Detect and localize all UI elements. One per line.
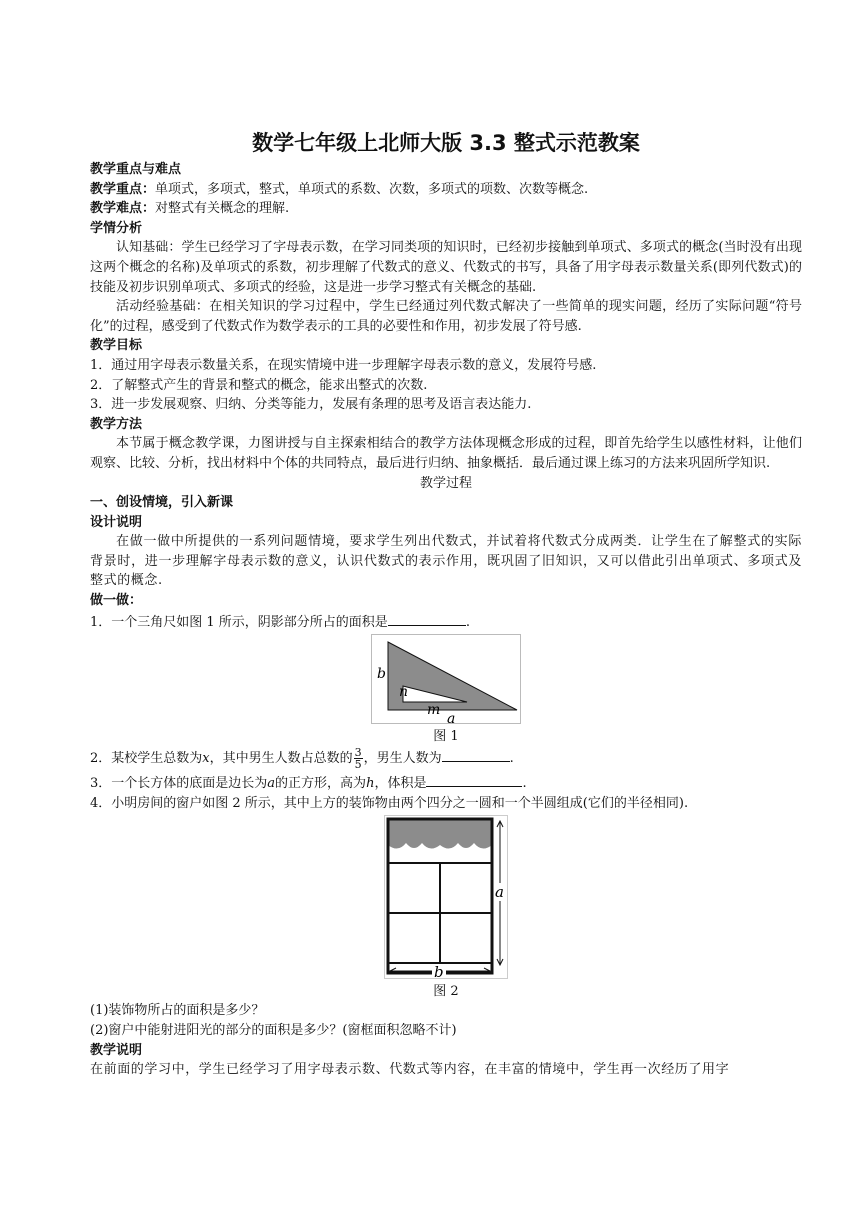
sub-question-1: (1)装饰物所占的面积是多少？ <box>90 1003 265 1019</box>
heading-process: 教学过程 <box>419 475 472 491</box>
figure-2 <box>90 815 802 983</box>
answer-blank <box>388 611 466 626</box>
figure-1 <box>90 634 802 728</box>
question-2-text-c: ，男生人数为 <box>363 751 442 767</box>
label-m: m <box>427 702 441 719</box>
document-page <box>90 128 802 1080</box>
do-it-label: 做一做： <box>90 593 143 609</box>
label-a: a <box>495 883 504 902</box>
triangle-ruler-figure <box>371 634 521 724</box>
question-3: 3．一个长方体的底面是边长为a的正方形，高为h，体积是 . <box>90 772 802 794</box>
question-4: 4．小明房间的窗户如图 2 所示，其中上方的装饰物由两个四分之一圆和一个半圆组成(它们的半径相同). <box>90 795 689 811</box>
label-a: a <box>447 711 456 725</box>
answer-blank <box>442 747 510 762</box>
difficulty-label: 教学难点： <box>90 201 156 217</box>
design-paragraph: 在做一做中所提供的一系列问题情境，要求学生列出代数式，并试着将代数式分成两类．让学生在了解整式的实际背景时，进一步理解字母表示数的意义，认识代数式的表示作用，既巩固了旧知识，又可以借此引出单项式、多项式及整式的概念. <box>90 534 802 589</box>
label-b: b <box>377 666 386 683</box>
answer-blank <box>426 772 522 787</box>
fraction-3-5 <box>354 747 363 770</box>
teaching-note-label: 教学说明 <box>90 1042 143 1058</box>
question-3-text-c: ，体积是 <box>374 776 427 792</box>
methods-paragraph: 本节属于概念教学课，力图讲授与自主探索相结合的教学方法体现概念形成的过程，即首先给学生以感性材料，让他们观察、比较、分析，找出材料中个体的共同特点，最后进行归纳、抽象概括．最后通过课上练习的方法来巩固所学知识. <box>90 436 802 471</box>
difficulty-text: 对整式有关概念的理解. <box>155 201 290 217</box>
question-2-text-a: 2．某校学生总数为 <box>90 751 203 767</box>
var-a: a <box>267 776 276 792</box>
key-point-label: 教学重点： <box>90 181 156 197</box>
var-x: x <box>202 751 210 767</box>
question-3-text-b: 的正方形，高为 <box>275 776 367 792</box>
label-n: n <box>399 684 409 701</box>
heading-methods: 教学方法 <box>90 416 143 432</box>
question-2-text-b: ，其中男生人数占总数的 <box>209 751 353 767</box>
analysis-paragraph-1: 认知基础：学生已经学习了字母表示数，在学习同类项的知识时，已经初步接触到单项式、多项式的概念(当时没有出现这两个概念的名称)及单项式的系数，初步理解了代数式的意义、代数式的书写，具备了用字母表示数量关系(即列代数式)的技能及初步识别单项式、多项式的经验，这是进一步学习整式有关概念的基础. <box>90 240 802 295</box>
key-point-text: 单项式，多项式，整式，单项式的系数、次数，多项式的项数、次数等概念. <box>155 181 589 197</box>
label-b: b <box>434 963 444 980</box>
document-title: 数学七年级上北师大版 3.3 整式示范教案 <box>252 131 640 155</box>
figure-2-caption: 图 2 <box>433 984 459 1000</box>
objective-item: 1．通过用字母表示数量关系，在现实情境中进一步理解字母表示数的意义，发展符号感. <box>90 357 597 373</box>
analysis-paragraph-2: 活动经验基础：在相关知识的学习过程中，学生已经通过列代数式解决了一些简单的现实问题，经历了实际问题“符号化”的过程，感受到了代数式作为数学表示的工具的必要性和作用，初步发展了符号感. <box>90 299 802 334</box>
heading-key-points: 教学重点与难点 <box>90 162 182 177</box>
fraction-denominator: 5 <box>354 758 362 772</box>
heading-part-1: 一、创设情境，引入新课 <box>90 495 234 511</box>
sub-question-2: (2)窗户中能射进阳光的部分的面积是多少？(窗框面积忽略不计) <box>90 1023 457 1039</box>
heading-analysis: 学情分析 <box>90 220 143 236</box>
heading-objectives: 教学目标 <box>90 338 143 354</box>
teaching-note-paragraph: 在前面的学习中，学生已经学习了用字母表示数、代数式等内容，在丰富的情境中，学生再一次经历了用字 <box>90 1062 730 1078</box>
var-h: h <box>366 776 375 792</box>
objective-item: 3．进一步发展观察、归纳、分类等能力，发展有条理的思考及语言表达能力. <box>90 397 532 413</box>
question-1: 1．一个三角尺如图 1 所示，阴影部分所占的面积是 . <box>90 611 802 633</box>
figure-1-caption: 图 1 <box>433 729 459 745</box>
question-2: 2．某校学生总数为x，其中男生人数占总数的 $\frac{3}{5}$ ，男生人数为 . <box>90 746 514 772</box>
fraction-numerator: 3 <box>354 746 362 760</box>
question-3-text-a: 3．一个长方体的底面是边长为 <box>90 776 268 792</box>
window-figure <box>384 815 508 979</box>
difficulty-line <box>90 199 802 219</box>
question-1-text: 1．一个三角尺如图 1 所示，阴影部分所占的面积是 <box>90 614 388 630</box>
design-label: 设计说明 <box>90 514 143 530</box>
objective-item: 2．了解整式产生的背景和整式的概念，能求出整式的次数. <box>90 377 428 393</box>
key-point-line <box>90 180 802 200</box>
